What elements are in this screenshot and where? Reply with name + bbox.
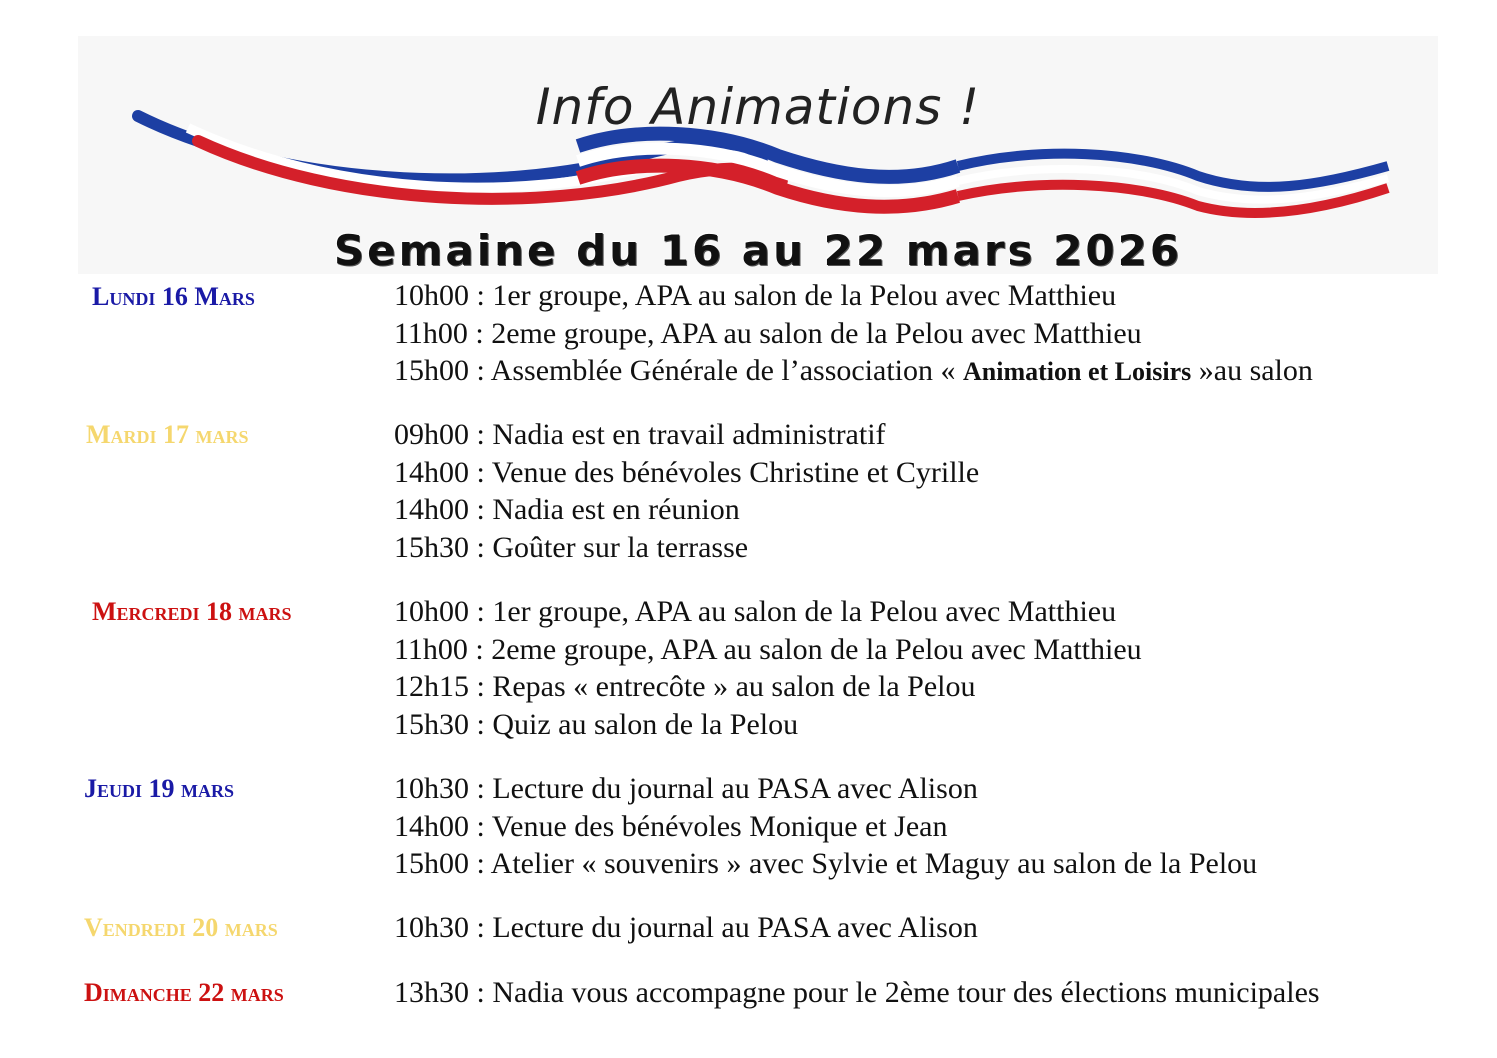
event-item: 14h00 : Venue des bénévoles Monique et Jean bbox=[394, 809, 948, 843]
events-mardi bbox=[394, 416, 979, 566]
event-item: 13h30 : Nadia vous accompagne pour le 2ème tour des élections municipales bbox=[394, 976, 1320, 1009]
day-label-lundi: Lundi 16 Mars bbox=[92, 282, 255, 311]
event-item: 14h00 : Nadia est en réunion bbox=[394, 493, 740, 526]
events-jeudi bbox=[394, 770, 1257, 883]
day-label-mercredi: Mercredi 18 mars bbox=[92, 597, 292, 626]
event-item: 11h00 : 2eme groupe, APA au salon de la Pelou avec Matthieu bbox=[394, 632, 1142, 666]
event-item: 10h00 : 1er groupe, APA au salon de la Pelou avec Matthieu bbox=[394, 279, 1117, 312]
week-subtitle: Semaine du 16 au 22 mars 2026 bbox=[333, 226, 1183, 275]
association-name: Animation et Loisirs bbox=[963, 357, 1192, 386]
event-item: 11h00 : 2eme groupe, APA au salon de la Pelou avec Matthieu bbox=[394, 316, 1142, 350]
header-banner bbox=[78, 36, 1438, 274]
banner-title: Info Animations ! bbox=[535, 78, 981, 136]
events-vendredi bbox=[394, 909, 978, 947]
event-item: 10h30 : Lecture du journal au PASA avec Alison bbox=[394, 772, 978, 805]
event-text: »au salon bbox=[1191, 354, 1313, 387]
event-item: 10h00 : 1er groupe, APA au salon de la Pelou avec Matthieu bbox=[394, 595, 1117, 628]
event-item: 10h30 : Lecture du journal au PASA avec Alison bbox=[394, 911, 978, 944]
day-label-dimanche: Dimanche 22 mars bbox=[84, 978, 284, 1007]
event-item: 15h00 : Atelier « souvenirs » avec Sylvie et Maguy au salon de la Pelou bbox=[394, 847, 1258, 880]
day-label-mardi: Mardi 17 mars bbox=[86, 420, 249, 449]
events-lundi bbox=[394, 277, 1313, 391]
events-dimanche bbox=[394, 974, 1320, 1012]
event-item: 12h15 : Repas « entrecôte » au salon de la Pelou bbox=[394, 670, 976, 703]
event-item: 15h30 : Goûter sur la terrasse bbox=[394, 530, 749, 564]
event-item: 09h00 : Nadia est en travail administratif bbox=[394, 418, 886, 451]
day-label-vendredi: Vendredi 20 mars bbox=[84, 913, 278, 942]
day-label-jeudi: Jeudi 19 mars bbox=[84, 774, 235, 803]
event-item: 15h30 : Quiz au salon de la Pelou bbox=[394, 707, 799, 741]
event-item: 14h00 : Venue des bénévoles Christine et Cyrille bbox=[394, 455, 980, 489]
event-text: 15h00 : Assemblée Générale de l’association « bbox=[394, 354, 964, 387]
events-mercredi bbox=[394, 593, 1142, 743]
event-item bbox=[394, 352, 1313, 391]
